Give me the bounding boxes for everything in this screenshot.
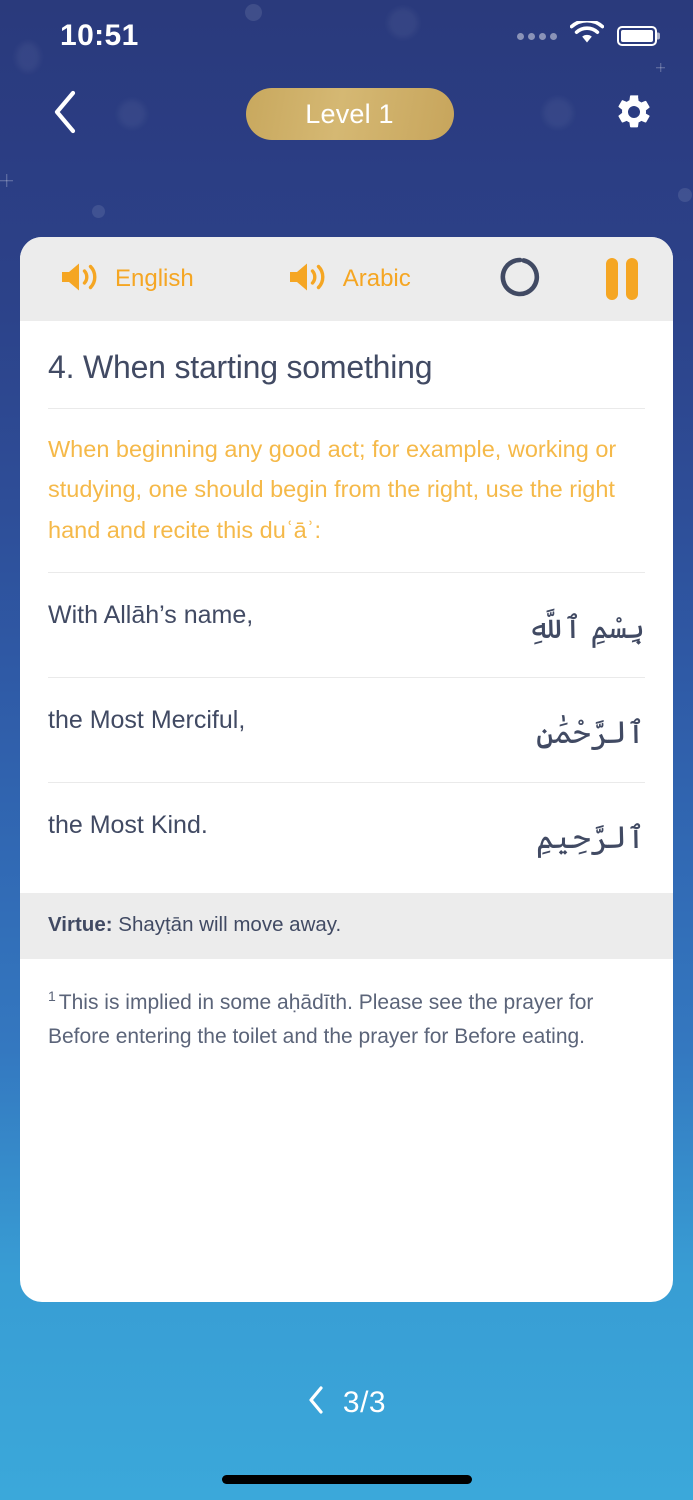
audio-toolbar (20, 237, 673, 321)
decor-cross (0, 174, 13, 187)
speaker-icon (58, 259, 102, 300)
chevron-left-icon (52, 90, 78, 139)
audio-arabic-label: Arabic (342, 265, 411, 292)
status-bar (0, 0, 693, 72)
loop-button[interactable] (497, 256, 543, 302)
speaker-icon (286, 259, 330, 300)
verse-english: the Most Kind. (48, 811, 208, 840)
decor-circle (92, 205, 105, 218)
virtue-band (20, 893, 673, 959)
dua-content (20, 321, 673, 887)
verse-english: With Allāh’s name, (48, 601, 254, 630)
dua-title: 4. When starting something (48, 349, 433, 385)
verse-arabic: ٱلرَّحِيمِ (536, 819, 645, 855)
pagination (0, 1385, 693, 1420)
loop-icon (497, 254, 543, 305)
audio-english-label: English (115, 265, 194, 292)
home-indicator[interactable] (222, 1475, 472, 1484)
navigation-bar (0, 72, 693, 156)
gear-icon (614, 92, 654, 137)
verse-arabic: بِسْمِ ٱللَّهِ (527, 609, 645, 645)
previous-page-button[interactable] (307, 1385, 325, 1420)
audio-english-button[interactable] (58, 259, 194, 300)
virtue-value: Shayṭān will move away. (118, 913, 342, 937)
page-counter: 3/3 (342, 1385, 387, 1419)
settings-button[interactable] (603, 83, 665, 145)
level-badge[interactable] (246, 88, 454, 140)
dua-intro-text: When beginning any good act; for example, working or studying, one should begin from the right, use the right hand and recite this duʿāʾ: (48, 436, 617, 543)
status-indicators (517, 21, 657, 51)
verse-english: the Most Merciful, (48, 706, 246, 735)
back-button[interactable] (34, 83, 96, 145)
chevron-left-icon (307, 1385, 325, 1420)
pause-icon (606, 258, 638, 300)
footnote-text: This is implied in some aḥādīth. Please see the prayer for Before entering the toilet and the prayer for Before eating. (48, 991, 594, 1049)
footnote-marker: 1 (48, 988, 56, 1005)
audio-arabic-button[interactable] (286, 259, 411, 300)
virtue-label: Virtue: (48, 913, 113, 937)
level-label: Level 1 (305, 98, 394, 129)
verse-row (48, 573, 645, 677)
decor-circle (678, 188, 692, 202)
battery-full-icon (617, 26, 657, 46)
signal-dots-icon (517, 33, 557, 40)
status-time: 10:51 (60, 19, 139, 52)
pause-button[interactable] (599, 256, 645, 302)
verse-arabic: ٱلرَّحْمَٰنِ (536, 714, 645, 750)
verse-row (48, 678, 645, 782)
dua-card (20, 237, 673, 1302)
footnote (20, 959, 673, 1054)
virtue-text (48, 913, 645, 937)
verse-row (48, 783, 645, 887)
wifi-icon (570, 21, 604, 51)
